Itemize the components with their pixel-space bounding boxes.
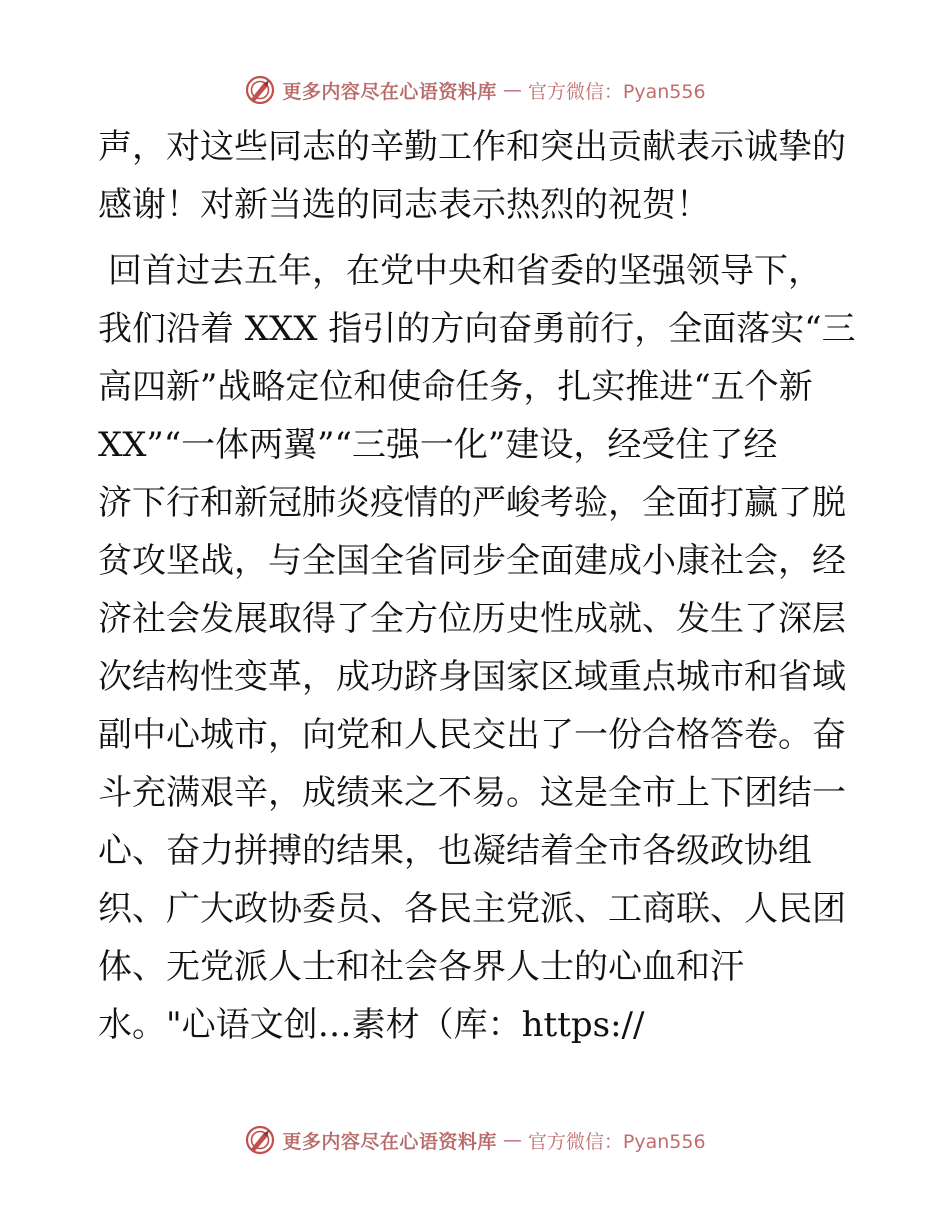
text-line: 高四新”战略定位和使命任务，扎实推进“五个新 [98,367,813,407]
pen-nib-circle-icon [244,74,276,106]
banner-separator: — [502,79,522,101]
promo-text: 更多内容尽在心语资料库 [282,80,497,103]
text-line: 斗充满艰辛，成绩来之不易。这是全市上下团结一 [98,773,846,813]
banner-separator: — [502,1129,522,1151]
text-line: 心、奋力拼搏的结果，也凝结着全市各级政协组 [98,831,812,871]
text-line: 体、无党派人士和社会各界人士的心血和汗 [98,947,744,987]
wechat-contact: 官方微信：Pyan556 [527,80,706,103]
document-body [98,118,858,1054]
text-line: 济下行和新冠肺炎疫情的严峻考验，全面打赢了脱 [98,483,846,523]
pen-nib-circle-icon [244,1124,276,1156]
text-line: 水。"心语文创…素材（库：https:// [98,1005,645,1045]
text-line: 感谢！对新当选的同志表示热烈的祝贺！ [98,185,710,225]
text-line: 贫攻坚战，与全国全省同步全面建成小康社会，经 [98,541,846,581]
text-line: XX”“一体两翼”“三强一化”建设，经受住了经 [98,425,778,465]
text-line: 次结构性变革，成功跻身国家区域重点城市和省域 [98,657,846,697]
wechat-contact: 官方微信：Pyan556 [527,1130,706,1153]
header-banner [0,70,950,110]
promo-text: 更多内容尽在心语资料库 [282,1130,497,1153]
text-line: 济社会发展取得了全方位历史性成就、发生了深层 [98,599,846,639]
text-line: 回首过去五年，在党中央和省委的坚强领导下， [108,251,822,291]
text-line: 我们沿着 XXX 指引的方向奋勇前行，全面落实“三 [98,309,856,349]
text-line: 织、广大政协委员、各民主党派、工商联、人民团 [98,889,846,929]
footer-banner [0,1120,950,1160]
paragraph [98,118,858,234]
paragraph-gap [98,234,858,242]
text-line: 声，对这些同志的辛勤工作和突出贡献表示诚挚的 [98,127,846,167]
paragraph [98,242,858,1054]
text-line: 副中心城市，向党和人民交出了一份合格答卷。奋 [98,715,846,755]
